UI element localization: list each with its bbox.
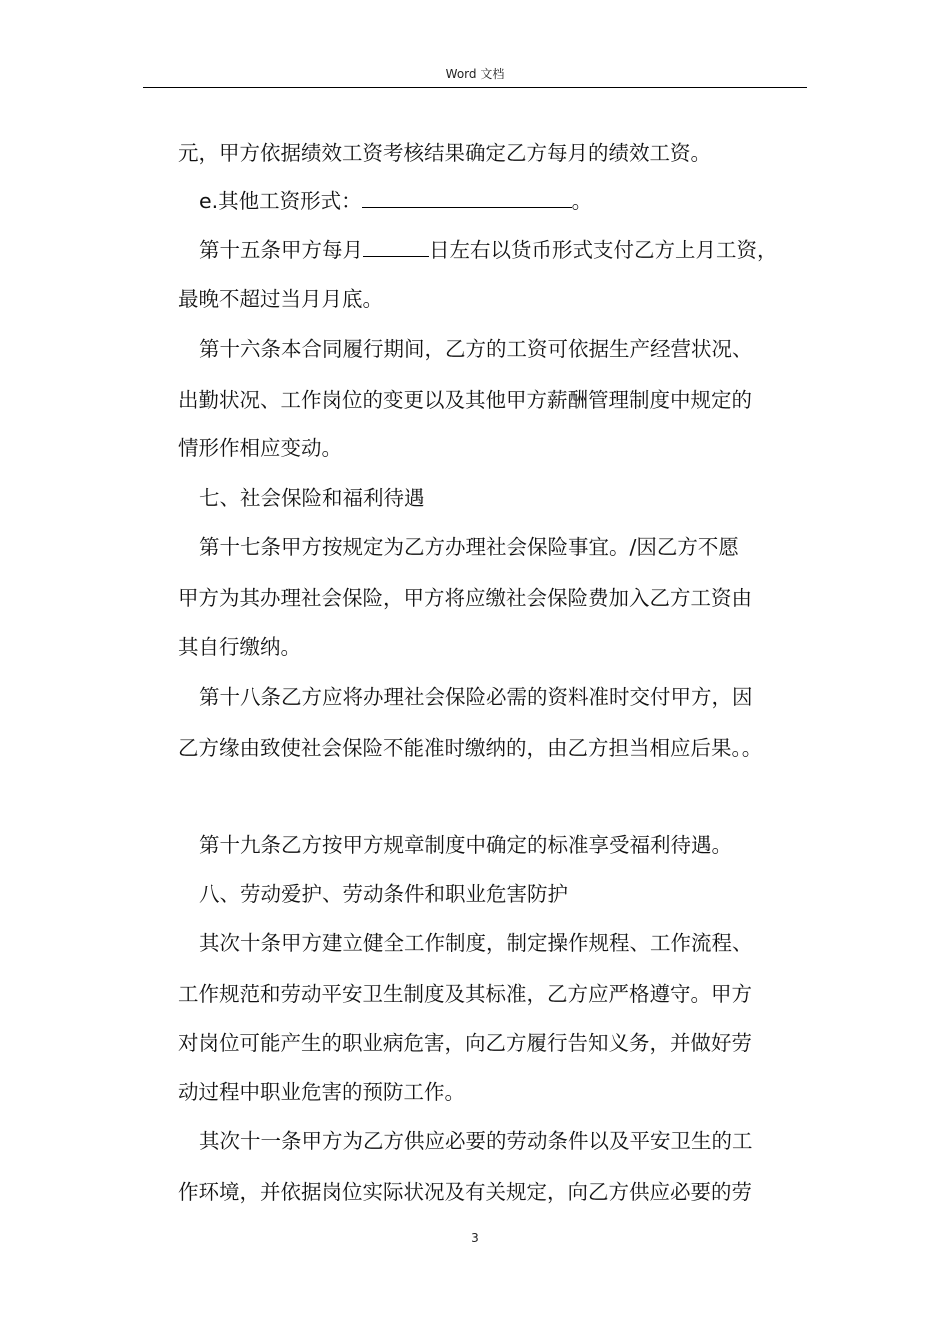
section-heading: 七、社会保险和福利待遇 [199,486,425,510]
paragraph-line: 甲方为其办理社会保险，甲方将应缴社会保险费加入乙方工资由 [178,586,752,610]
paragraph-line [199,236,778,264]
paragraph-line: 工作规范和劳动平安卫生制度及其标准，乙方应严格遵守。甲方 [178,982,752,1006]
page-number: 3 [471,1231,479,1245]
paragraph-line: 第十九条乙方按甲方规章制度中确定的标准享受福利待遇。 [199,833,732,857]
paragraph-line: 对岗位可能产生的职业病危害，向乙方履行告知义务，并做好劳 [178,1031,752,1055]
page-header: Word 文档 [445,67,505,81]
paragraph-line: 其自行缴纳。 [178,635,301,659]
fill-in-blank [363,236,429,257]
paragraph-line: 其次十一条甲方为乙方供应必要的劳动条件以及平安卫生的工 [199,1129,753,1153]
fill-in-blank [362,187,572,208]
line-text: e.其他工资形式： [199,189,362,213]
line-text: 。 [571,189,593,213]
paragraph-line: 情形作相应变动。 [178,436,342,460]
paragraph-line: 第十七条甲方按规定为乙方办理社会保险事宜。/因乙方不愿 [199,535,739,559]
paragraph-line: 乙方缘由致使社会保险不能准时缴纳的，由乙方担当相应后果。。 [178,736,763,760]
line-text: 日左右以货币形式支付乙方上月工资， [429,238,778,262]
header-divider [143,87,807,88]
paragraph-line: 其次十条甲方建立健全工作制度，制定操作规程、工作流程、 [199,931,753,955]
paragraph-line: 第十八条乙方应将办理社会保险必需的资料准时交付甲方，因 [199,685,753,709]
paragraph-line: 元，甲方依据绩效工资考核结果确定乙方每月的绩效工资。 [178,141,711,165]
paragraph-line: 作环境，并依据岗位实际状况及有关规定，向乙方供应必要的劳 [178,1180,752,1204]
section-heading: 八、劳动爱护、劳动条件和职业危害防护 [199,882,568,906]
paragraph-line: 最晚不超过当月月底。 [178,287,383,311]
paragraph-line: 动过程中职业危害的预防工作。 [178,1080,465,1104]
paragraph-line [199,187,592,215]
line-text: 第十五条甲方每月 [199,238,363,262]
paragraph-line: 出勤状况、工作岗位的变更以及其他甲方薪酬管理制度中规定的 [178,388,752,412]
paragraph-line: 第十六条本合同履行期间，乙方的工资可依据生产经营状况、 [199,337,753,361]
